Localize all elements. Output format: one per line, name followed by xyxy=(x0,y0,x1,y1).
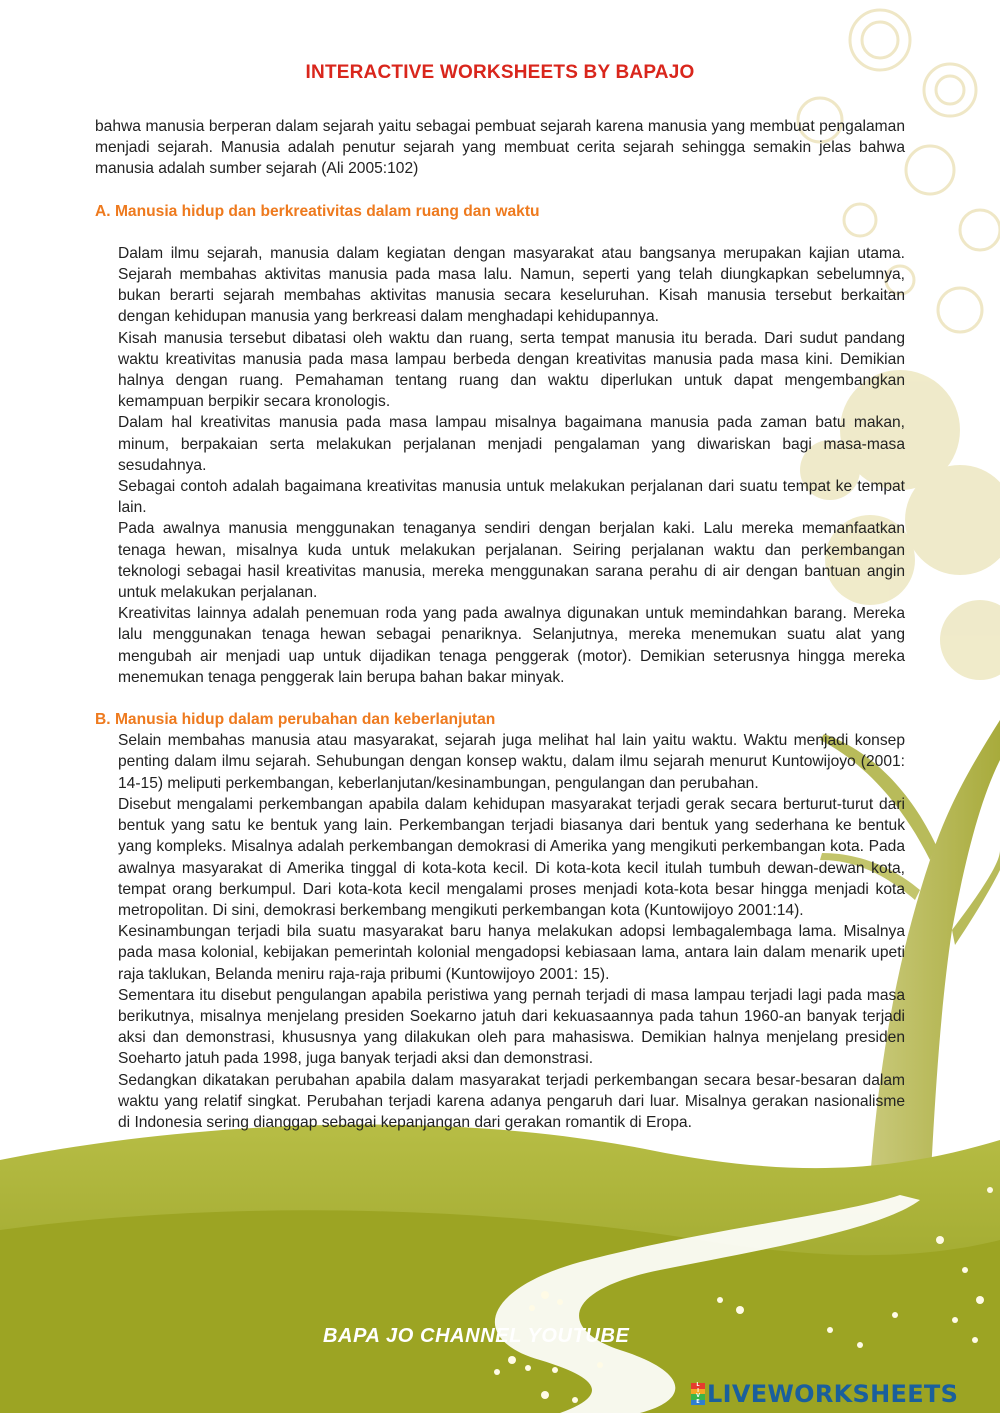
section-a-paragraph: Dalam ilmu sejarah, manusia dalam kegiatan dengan masyarakat atau bangsanya merupakan kajian utama. Sejarah membahas aktivitas manusia pada masa lalu. Namun, seperti yang telah diungkapkan sebelumnya, bukan berarti sejarah membahas aktivitas manusia secara keseluruhan. Kisah manusia tersebut berkaitan dengan kehidupan manusia yang berkreasi dalam menghadapi kehidupannya. xyxy=(118,244,905,326)
section-b-paragraph: Disebut mengalami perkembangan apabila dalam kehidupan masyarakat terjadi gerak secara berturut-turut dari bentuk yang satu ke bentuk yang lain. Perkembangan terjadi biasanya dari bentuk yang sederhana ke bentuk yang kompleks. Misalnya adalah perkembangan demokrasi di Amerika yang mengikuti perkembangan kota. Pada awalnya masyarakat di Amerika tinggal di kota-kota kecil. Di kota-kota kecil itulah tumbuh dewan-dewan kota, tempat orang berkumpul. Dari kota-kota kecil mengalami proses menjadi kota-kota besar hingga menjadi kota metropolitan. Di sini, demokrasi berkembang mengikuti perkembangan kota (Kuntowijoyo 2001:14). xyxy=(118,795,905,919)
logo-letter: I xyxy=(691,1389,705,1395)
liveworksheets-icon xyxy=(691,1383,705,1405)
section-a-letter: A. xyxy=(95,202,111,220)
logo-letter: E xyxy=(691,1400,705,1406)
logo-letter: V xyxy=(691,1394,705,1400)
page-title: INTERACTIVE WORKSHEETS BY BAPAJO xyxy=(305,62,695,83)
document-body xyxy=(95,116,905,1133)
section-b-title: Manusia hidup dalam perubahan dan keberlanjutan xyxy=(114,711,496,729)
channel-caption: BAPA JO CHANNEL YOUTUBE xyxy=(323,1325,630,1347)
logo-letter: L xyxy=(691,1383,705,1389)
section-b-letter: B. xyxy=(95,711,111,729)
section-a-title: Manusia hidup dan berkreativitas dalam ruang dan waktu xyxy=(114,202,540,220)
section-a-paragraph: Kisah manusia tersebut dibatasi oleh waktu dan ruang, serta tempat manusia itu berada. Dari sudut pandang waktu kreativitas manusia pada masa lampau berbeda dengan kreativitas manusia pada masa kini. Demikian halnya dengan ruang. Pemahaman tentang ruang dan waktu diperlukan untuk dapat mengembangkan kemampuan berpikir secara kronologis. xyxy=(118,329,905,411)
section-a-heading xyxy=(95,201,905,222)
section-b-paragraph: Sedangkan dikatakan perubahan apabila dalam masyarakat terjadi perkembangan secara besar-besaran dalam waktu yang relatif singkat. Perubahan terjadi karena adanya pengaruh dari luar. Misalnya gerakan nasionalisme di Indonesia sering dianggap sebagai kepanjangan dari gerakan romantik di Eropa. xyxy=(118,1071,905,1131)
section-b-paragraph: Sementara itu disebut pengulangan apabila peristiwa yang pernah terjadi di masa lampau terjadi lagi pada masa berikutnya, misalnya menjelang presiden Soekarno jatuh dari kekuasaannya pada tahun 1960-an banyak terjadi aksi dan demonstrasi, khususnya yang dilakukan oleh para mahasiswa. Demikian halnya menjelang presiden Soeharto jatuh pada 1998, juga banyak terjadi aksi dan demonstrasi. xyxy=(118,986,905,1068)
section-a-paragraph: Dalam hal kreativitas manusia pada masa lampau misalnya bagaimana manusia pada zaman batu makan, minum, berpakaian serta melakukan perjalanan menjadi pengalaman yang diwariskan bagi masa-masa sesudahnya. xyxy=(118,414,905,474)
section-b-paragraph: Selain membahas manusia atau masyarakat, sejarah juga melihat hal lain yaitu waktu. Waktu menjadi konsep penting dalam ilmu sejarah. Sehubungan dengan konsep waktu, dalam ilmu sejarah menurut Kuntowijoyo (2001: 14-15) meliputi perkembangan, keberlanjutan/kesinambungan, pengulangan dan perubahan. xyxy=(118,732,905,792)
section-a-paragraph: Pada awalnya manusia menggunakan tenaganya sendiri dengan berjalan kaki. Lalu mereka memanfaatkan tenaga hewan, misalnya kuda untuk melakukan perjalanan. Seiring perjalanan waktu dan perkembangan teknologi sebagai hasil kreativitas manusia, mereka menggunakan sarana perahu di air dengan bantuan angin untuk melakukan perjalanan. xyxy=(118,520,905,602)
section-a-paragraph: Kreativitas lainnya adalah penemuan roda yang pada awalnya digunakan untuk memindahkan barang. Mereka lalu menggunakan tenaga hewan sebagai penariknya. Selanjutnya, mereka menemukan suatu alat yang mengubah air menjadi uap untuk dijadikan tenaga penggerak (motor). Demikian seterusnya hingga mereka menemukan tenaga penggerak lain berupa bahan bakar minyak. xyxy=(118,605,905,686)
section-a-paragraph: Sebagai contoh adalah bagaimana kreativitas manusia untuk melakukan perjalanan dari suatu tempat ke tempat lain. xyxy=(118,478,905,517)
section-b-paragraph: Kesinambungan terjadi bila suatu masyarakat baru hanya melakukan adopsi lembagalembaga lama. Misalnya pada masa kolonial, kebijakan pemerintah kolonial mengadopsi kebiasaan lama, antara lain dalam menarik upeti raja taklukan, Belanda meniru raja-raja pribumi (Kuntowijoyo 2001: 15). xyxy=(118,923,905,983)
section-b-heading xyxy=(95,709,905,730)
liveworksheets-logo[interactable] xyxy=(691,1380,958,1408)
intro-paragraph: bahwa manusia berperan dalam sejarah yaitu sebagai pembuat sejarah karena manusia yang membuat pengalaman menjadi sejarah. Manusia adalah penutur sejarah yang membuat cerita sejarah sehingga semakin jelas bahwa manusia adalah sumber sejarah (Ali 2005:102) xyxy=(95,118,905,178)
liveworksheets-brand: LIVEWORKSHEETS xyxy=(707,1380,959,1408)
